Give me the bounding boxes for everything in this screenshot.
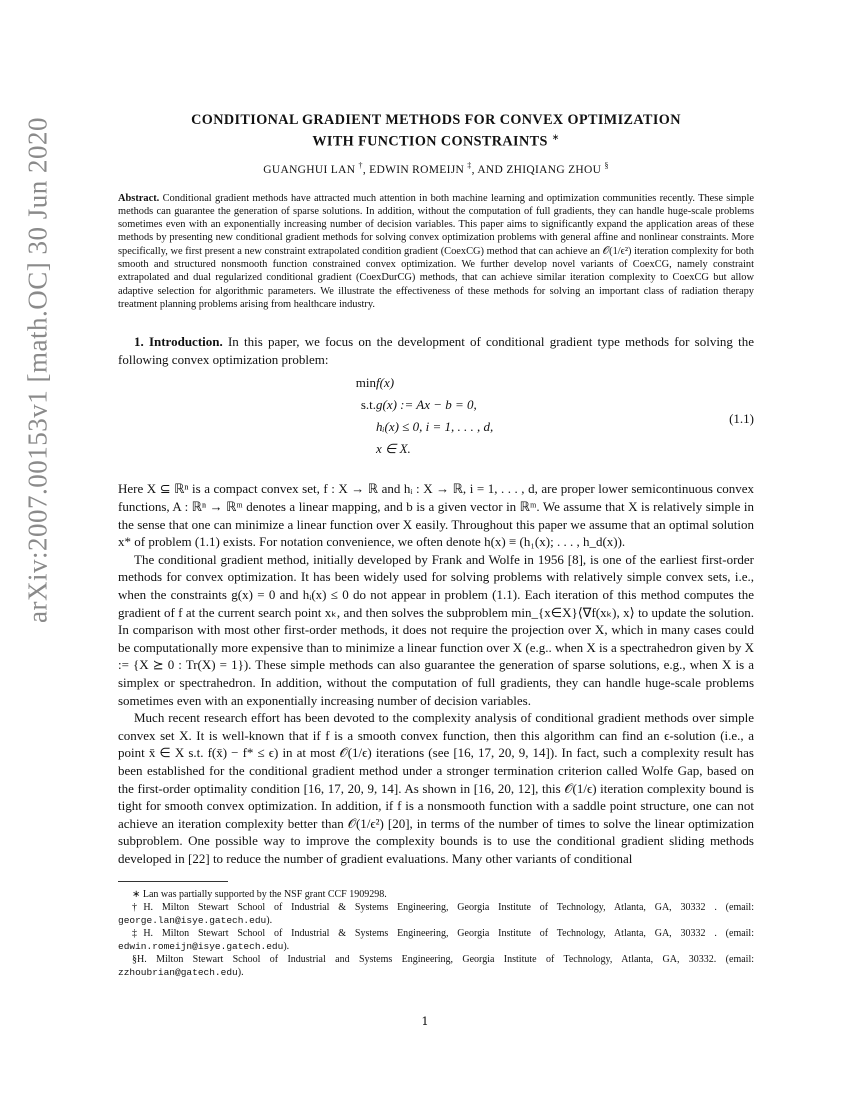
paper-title xyxy=(118,112,754,151)
paragraph-complexity: Much recent research effort has been devoted to the complexity analysis of conditional gradient methods over simple convex set X. It is well-known that if f is a smooth convex function, then this algorithm can find an ϵ-solution (i.e., a point x̄ ∈ X s.t. f(x̄) − f* ≤ ϵ) in at most 𝒪(1/ϵ) iterations (see [16, 17, 20, 9, 14]). In fact, such a complexity result has been established for the conditional gradient method under a stronger termination criterion called Wolfe Gap, based on the first-order optimality condition [16, 17, 20, 9, 14]. As shown in [16, 20, 12], this 𝒪(1/ϵ) iteration complexity bound is tight for smooth convex optimization. In addition, if f is a nonsmooth function with a saddle point structure, one can not achieve an iteration complexity better than 𝒪(1/ϵ²) [20], in terms of the number of times to solve the linear optimization subproblem. One possible way to improve the complexity bounds is to use the conditional gradient sliding methods developed in [22] to reduce the number of gradient evaluations. Many other variants of conditional xyxy=(118,710,754,866)
email-lan[interactable]: george.lan@isye.gatech.edu xyxy=(118,915,267,927)
eq-st-label: s.t. xyxy=(360,397,376,413)
eq-constraint-2: hᵢ(x) ≤ 0, i = 1, . . . , d, xyxy=(376,419,494,435)
author-zhou: , AND ZHIQIANG ZHOU xyxy=(471,163,602,176)
intro-paragraph xyxy=(118,333,754,368)
author-mark-3: § xyxy=(604,160,609,170)
eq-objective: f(x) xyxy=(376,375,395,391)
author-lan: GUANGHUI LAN xyxy=(263,163,356,176)
title-line-1: CONDITIONAL GRADIENT METHODS FOR CONVEX OPTIMIZATION xyxy=(191,112,681,128)
arxiv-identifier: arXiv:2007.00153v1 [math.OC] 30 Jun 2020 xyxy=(22,117,53,623)
email-zhou[interactable]: zzhoubrian@gatech.edu xyxy=(118,967,238,979)
eq-constraint-1: g(x) := Ax − b = 0, xyxy=(376,397,477,413)
paragraph-frank-wolfe: The conditional gradient method, initially developed by Frank and Wolfe in 1956 [8], is one of the earliest first-order methods for convex optimization. It has been widely used for solving problems with relatively simple convex sets, i.e., when the constraints g(x) = 0 and hᵢ(x) ≤ 0 do not appear in problem (1.1). Each iteration of this method computes the gradient of f at the current search point xₖ, and then solves the subproblem min_{x∈X}⟨∇f(xₖ), x⟩ to update the solution. In comparison with most other first-order methods, it does not require the projection over X, which in many cases could be computationally more expensive than to minimize a linear function over X (e.g.. when X is a spectrahedron given by X := {X ⪰ 0 : Tr(X) = 1}). These simple methods can also guarantee the generation of sparse solutions, e.g., when X is a simplex or spectrahedron. In addition, without the computation of full gradients, they can handle huge-scale problems sometimes even with an exponentially increasing number of decision variables. xyxy=(118,551,754,708)
eq-number: (1.1) xyxy=(729,411,754,427)
author-mark-1: † xyxy=(358,160,363,170)
abstract xyxy=(118,192,754,312)
footnote-funding: ∗ Lan was partially supported by the NSF grant CCF 1909298. xyxy=(132,889,387,901)
title-line-2: WITH FUNCTION CONSTRAINTS ∗ xyxy=(312,132,560,150)
introduction-section xyxy=(118,333,754,867)
footnote-lan: †H. Milton Stewart School of Industrial & Systems Engineering, Georgia Institute of Technology, Atlanta, GA, 30332 . (email: george.lan@isye.gatech.edu). xyxy=(118,902,754,927)
abstract-label: Abstract. xyxy=(118,192,160,204)
eq-constraint-3: x ∈ X. xyxy=(376,441,411,457)
abstract-text: Conditional gradient methods have attracted much attention in both machine learning and optimization communities recently. These simple methods can guarantee the generation of sparse solutions. In addition, without the computation of full gradients, they can handle huge-scale problems sometimes even with an exponentially increasing number of decision variables. This paper aims to significantly expand the application areas of these methods by presenting new conditional gradient methods for solving convex optimization problems with general affine and nonlinear constraints. More specifically, we first present a new constraint extrapolated condition gradient (CoexCG) method that can achieve an 𝒪(1/ϵ²) iteration complexity for both smooth and structured nonsmooth function constrained convex optimization. We further develop novel variants of CoexCG, namely constraint extrapolated and dual regularized conditional gradient (CoexDurCG) methods, that can achieve similar iteration complexity to CoexCG but allow adaptive selection for algorithmic parameters. We illustrate the effectiveness of these methods for solving an important class of radiation therapy treatment planning problems arising from healthcare industry. xyxy=(118,192,754,310)
page-number: 1 xyxy=(421,1014,429,1028)
footnote-zhou: §H. Milton Stewart School of Industrial and Systems Engineering, Georgia Institute of Technology, Atlanta, GA, 30332. (email: zzhoubrian@gatech.edu). xyxy=(118,954,754,979)
author-list xyxy=(118,161,754,176)
arxiv-stamp xyxy=(22,40,54,700)
section-heading: 1. Introduction. xyxy=(134,334,223,350)
paragraph-notation: Here X ⊆ ℝⁿ is a compact convex set, f : X → ℝ and hᵢ : X → ℝ, i = 1, . . . , d, are proper lower semicontinuous convex functions, A : ℝⁿ → ℝᵐ denotes a linear mapping, and b is a given vector in ℝᵐ. We assume that X is relatively simple in the sense that one can minimize a linear function over X easily. Throughout this paper we assume that an optimal solution x* of problem (1.1) exists. For notation convenience, we often denote h(x) ≡ (h₁(x); . . . , h_d(x)). xyxy=(118,481,754,550)
equation-1-1 xyxy=(118,374,754,476)
footnote-divider xyxy=(118,881,228,882)
intro-text: In this paper, we focus on the development of conditional gradient type methods for solving the following convex optimization problem: xyxy=(118,334,755,367)
title-footnote-mark: ∗ xyxy=(551,132,560,142)
email-romeijn[interactable]: edwin.romeijn@isye.gatech.edu xyxy=(118,941,284,953)
footnotes xyxy=(118,888,754,979)
footnote-romeijn: ‡H. Milton Stewart School of Industrial & Systems Engineering, Georgia Institute of Technology, Atlanta, GA, 30332 . (email: edwin.romeijn@isye.gatech.edu). xyxy=(118,928,754,953)
eq-min-label: min xyxy=(355,375,376,391)
author-mark-2: ‡ xyxy=(467,160,472,170)
page-content xyxy=(118,112,754,979)
author-romeijn: , EDWIN ROMEIJN xyxy=(362,163,465,176)
